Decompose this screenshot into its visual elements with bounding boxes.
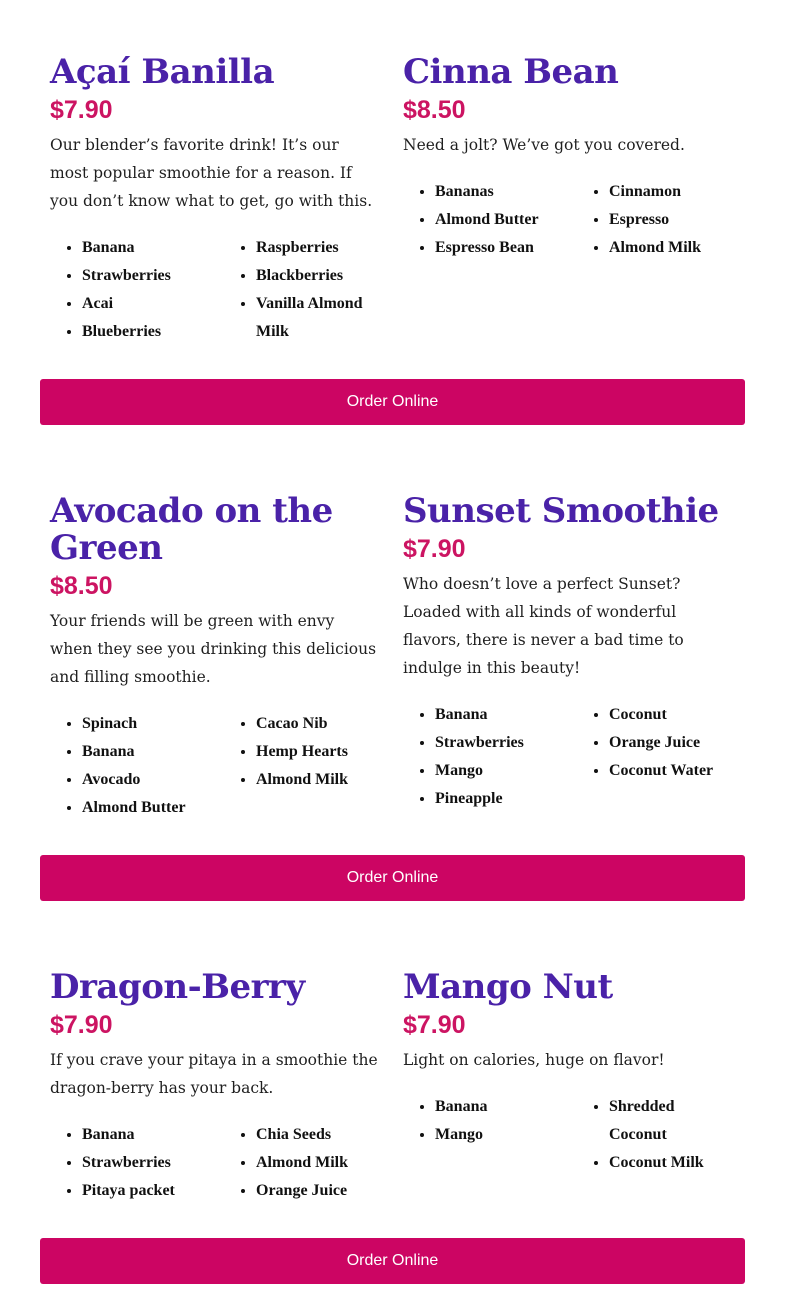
item-title: Cinna Bean bbox=[403, 52, 619, 92]
ingredient: • Coconut Water bbox=[609, 757, 727, 785]
ingredients-column-right bbox=[224, 710, 374, 822]
item-title: Mango Nut bbox=[403, 967, 613, 1007]
ingredient: • Pineapple bbox=[435, 785, 577, 813]
ingredient: • Almond Milk bbox=[256, 766, 374, 794]
ingredient: • Spinach bbox=[82, 710, 224, 738]
ingredient: • Espresso Bean bbox=[435, 234, 577, 262]
ingredient: • Coconut bbox=[609, 701, 727, 729]
item-price: $8.50 bbox=[403, 96, 466, 124]
ingredient: • Banana bbox=[82, 738, 224, 766]
item-title: Dragon-Berry bbox=[50, 967, 305, 1007]
ingredient: • Chia Seeds bbox=[256, 1121, 374, 1149]
ingredient: • Blueberries bbox=[82, 318, 224, 346]
ingredient: • Raspberries bbox=[256, 234, 374, 262]
ingredient: • Strawberries bbox=[82, 1149, 224, 1177]
menu-item-mango-nut bbox=[403, 969, 733, 1177]
ingredients-list bbox=[50, 1121, 380, 1205]
item-description: Our blender’s favorite drink! It’s our most popular smoothie for a reason. If you don’t know what to get, go with this. bbox=[50, 136, 373, 210]
ingredient: • Banana bbox=[435, 1093, 577, 1121]
ingredient: • Mango bbox=[435, 757, 577, 785]
ingredients-column-right bbox=[224, 1121, 374, 1205]
ingredients-column-right bbox=[577, 178, 727, 262]
order-online-button[interactable]: Order Online bbox=[40, 379, 745, 425]
ingredient: • Vanilla Almond Milk bbox=[256, 290, 374, 346]
ingredients-column-left bbox=[403, 701, 577, 813]
item-title: Açaí Banilla bbox=[50, 52, 275, 92]
ingredient: • Banana bbox=[435, 701, 577, 729]
ingredients-column-left bbox=[403, 1093, 577, 1177]
ingredient: • Banana bbox=[82, 1121, 224, 1149]
ingredient: • Almond Butter bbox=[435, 206, 577, 234]
order-online-button[interactable]: Order Online bbox=[40, 1238, 745, 1284]
menu-item-dragon-berry bbox=[50, 969, 380, 1205]
ingredient: • Cinnamon bbox=[609, 178, 727, 206]
ingredient: • Blackberries bbox=[256, 262, 374, 290]
ingredient: • Orange Juice bbox=[256, 1177, 374, 1205]
item-description: Your friends will be green with envy when they see you drinking this delicious and filling smoothie. bbox=[50, 612, 377, 686]
ingredient: • Almond Milk bbox=[256, 1149, 374, 1177]
item-description: Who doesn’t love a perfect Sunset? Loaded with all kinds of wonderful flavors, there is never a bad time to indulge in this beauty! bbox=[403, 575, 684, 677]
ingredients-list bbox=[403, 1093, 733, 1177]
menu-item-acai-banilla bbox=[50, 54, 380, 346]
ingredient: • Espresso bbox=[609, 206, 727, 234]
ingredients-list bbox=[50, 710, 380, 822]
menu-item-cinna-bean bbox=[403, 54, 733, 262]
item-description: Light on calories, huge on flavor! bbox=[403, 1051, 665, 1069]
item-title: Avocado on the Green bbox=[50, 491, 333, 568]
menu-item-avocado-on-the-green bbox=[50, 493, 380, 822]
ingredient: • Almond Milk bbox=[609, 234, 727, 262]
ingredients-list bbox=[403, 701, 733, 813]
item-price: $7.90 bbox=[403, 535, 466, 563]
order-online-button[interactable]: Order Online bbox=[40, 855, 745, 901]
ingredient: • Cacao Nib bbox=[256, 710, 374, 738]
ingredient: • Pitaya packet bbox=[82, 1177, 224, 1205]
ingredient: • Banana bbox=[82, 234, 224, 262]
ingredient: • Coconut Milk bbox=[609, 1149, 727, 1177]
ingredient: • Orange Juice bbox=[609, 729, 727, 757]
ingredients-column-right bbox=[577, 1093, 727, 1177]
item-price: $8.50 bbox=[50, 572, 113, 600]
item-price: $7.90 bbox=[403, 1011, 466, 1039]
ingredients-column-left bbox=[50, 710, 224, 822]
ingredients-column-left bbox=[50, 234, 224, 346]
item-price: $7.90 bbox=[50, 1011, 113, 1039]
ingredient: • Almond Butter bbox=[82, 794, 224, 822]
ingredient: • Mango bbox=[435, 1121, 577, 1149]
ingredients-column-right bbox=[577, 701, 727, 813]
ingredients-column-left bbox=[50, 1121, 224, 1205]
ingredient: • Strawberries bbox=[82, 262, 224, 290]
ingredient: • Bananas bbox=[435, 178, 577, 206]
ingredients-column-right bbox=[224, 234, 374, 346]
ingredient: • Avocado bbox=[82, 766, 224, 794]
ingredient: • Hemp Hearts bbox=[256, 738, 374, 766]
item-description: Need a jolt? We’ve got you covered. bbox=[403, 136, 685, 154]
ingredient: • Shredded Coconut bbox=[609, 1093, 727, 1149]
ingredient: • Strawberries bbox=[435, 729, 577, 757]
ingredients-column-left bbox=[403, 178, 577, 262]
item-price: $7.90 bbox=[50, 96, 113, 124]
item-description: If you crave your pitaya in a smoothie the dragon-berry has your back. bbox=[50, 1051, 378, 1097]
ingredient: • Acai bbox=[82, 290, 224, 318]
ingredients-list bbox=[50, 234, 380, 346]
menu-item-sunset-smoothie bbox=[403, 493, 733, 813]
item-title: Sunset Smoothie bbox=[403, 491, 719, 531]
ingredients-list bbox=[403, 178, 733, 262]
